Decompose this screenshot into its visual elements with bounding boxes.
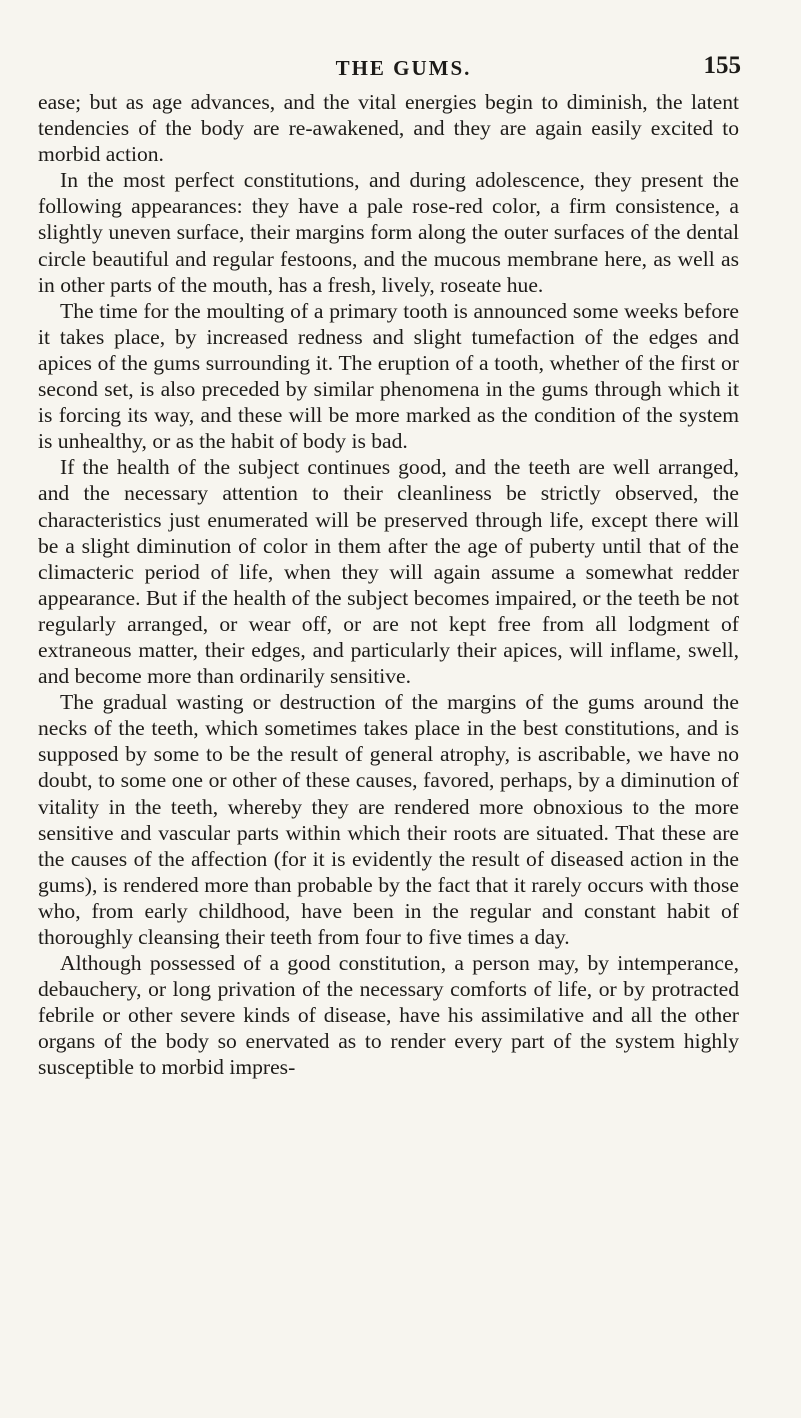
paragraph: ease; but as age advances, and the vital energies begin to diminish, the latent tendencies of the body are re-awakened, and they are again easily excited to morbid action. <box>38 90 739 167</box>
running-head <box>40 52 741 82</box>
paragraph: If the health of the subject continues good, and the teeth are well arranged, and the necessary attention to their cleanliness be strictly observed, the characteristics just enumerated will be preserved through life, except there will be a slight diminution of color in them after the age of puberty until that of the climacteric period of life, when they will again assume a somewhat redder appearance. But if the health of the subject becomes impaired, or the teeth be not regularly arranged, or wear off, or are not kept free from all lodgment of extraneous matter, their edges, and particularly their apices, will inflame, swell, and become more than ordinarily sensitive. <box>38 455 739 689</box>
running-title: THE GUMS. <box>335 56 472 80</box>
body-text <box>38 89 739 1081</box>
paragraph: In the most perfect constitutions, and during adolescence, they present the following appearances: they have a pale rose-red color, a firm consistence, a slightly uneven surface, their margins form along the outer surfaces of the dental circle beautiful and regular festoons, and the mucous membrane here, as well as in other parts of the mouth, has a fresh, lively, roseate hue. <box>38 168 739 297</box>
paragraph: Although possessed of a good constitution, a person may, by intemperance, debauchery, or long privation of the necessary comforts of life, or by protracted febrile or other severe kinds of disease, have his assimilative and all the other organs of the body so enervated as to render every part of the system highly susceptible to morbid impres- <box>38 951 739 1080</box>
page-number: 155 <box>703 52 741 79</box>
paragraph: The time for the moulting of a primary tooth is announced some weeks before it takes place, by increased redness and slight tumefaction of the edges and apices of the gums surrounding it. The eruption of a tooth, whether of the first or second set, is also preceded by similar phenomena in the gums through which it is forcing its way, and these will be more marked as the condition of the system is unhealthy, or as the habit of body is bad. <box>38 298 739 454</box>
paragraph: The gradual wasting or destruction of the margins of the gums around the necks of the teeth, which sometimes takes place in the best constitutions, and is supposed by some to be the result of general atrophy, is ascribable, we have no doubt, to some one or other of these causes, favored, perhaps, by a diminution of vitality in the teeth, whereby they are rendered more obnoxious to the more sensitive and vascular parts within which their roots are situated. That these are the causes of the affection (for it is evidently the result of diseased action in the gums), is rendered more than probable by the fact that it rarely occurs with those who, from early childhood, have been in the regular and constant habit of thoroughly cleansing their teeth from four to five times a day. <box>38 690 739 949</box>
